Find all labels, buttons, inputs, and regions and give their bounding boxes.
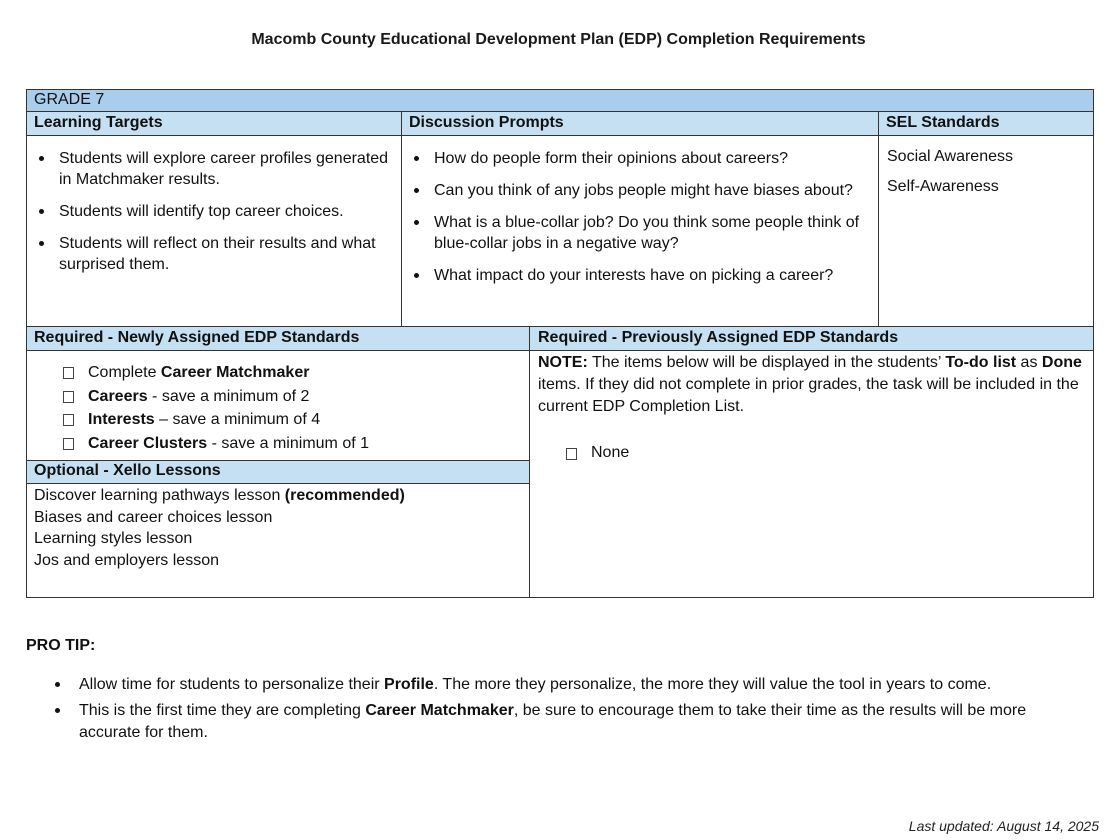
list-item — [410, 148, 870, 169]
bullet-icon — [414, 220, 419, 225]
learning-target-text: Students will reflect on their results and what surprised them. — [59, 235, 376, 273]
done-label: Done — [1041, 354, 1082, 371]
bullet-icon — [414, 188, 419, 193]
required-prev-cell — [530, 351, 1093, 598]
list-item — [410, 180, 870, 201]
discussion-prompts-list — [410, 148, 870, 286]
checkbox-icon — [63, 391, 74, 403]
tip-text: Allow time for students to personalize their — [79, 676, 385, 693]
lesson-item: Jos and employers lesson — [34, 552, 219, 570]
learning-target-text: Students will explore career profiles generated in Matchmaker results. — [59, 150, 389, 188]
list-item — [52, 674, 1082, 696]
bullet-icon — [39, 209, 44, 214]
required-new-header: Required - Newly Assigned EDP Standards — [27, 327, 530, 351]
item-text: - save a minimum of 1 — [207, 434, 369, 452]
discussion-prompt-text: What impact do your interests have on picking a career? — [434, 267, 834, 284]
list-item — [52, 700, 1082, 744]
checklist-item — [61, 361, 529, 385]
tip-text: , be sure to encourage them to take their time as the results will be more accurate for them. — [79, 702, 1027, 741]
item-bold-text: Careers — [88, 387, 148, 405]
sel-standards-cell — [879, 136, 1093, 327]
discussion-prompt-text: How do people form their opinions about careers? — [434, 150, 788, 167]
bullet-icon — [414, 156, 419, 161]
prev-note — [538, 352, 1085, 418]
bullet-icon — [414, 273, 419, 278]
discussion-prompt-text: Can you think of any jobs people might have biases about? — [434, 182, 853, 199]
learning-targets-list — [35, 148, 393, 275]
bullet-icon — [39, 241, 44, 246]
todo-list-label: To-do list — [945, 354, 1017, 371]
discussion-prompt-text: What is a blue-collar job? Do you think some people think of blue-collar jobs in a negative way? — [434, 214, 860, 252]
pro-tip-list — [52, 674, 1082, 748]
checklist-item — [61, 385, 529, 409]
last-updated: Last updated: August 14, 2025 — [908, 818, 1099, 834]
item-bold-text: Career Clusters — [88, 434, 208, 452]
item-text: - save a minimum of 2 — [147, 387, 310, 405]
pro-tip-label: PRO TIP: — [26, 637, 96, 654]
document-title: Macomb County Educational Development Plan (EDP) Completion Requirements — [251, 31, 866, 48]
checklist-item — [538, 442, 1085, 464]
discussion-prompts-cell — [402, 136, 879, 327]
checkbox-icon — [63, 414, 74, 426]
bullet-icon — [39, 156, 44, 161]
list-item — [35, 148, 393, 190]
item-text: – save a minimum of 4 — [154, 411, 321, 428]
checkbox-icon — [566, 448, 577, 460]
note-text: as — [1016, 354, 1042, 371]
lesson-item — [34, 485, 522, 507]
sel-standard-item: Self-Awareness — [887, 178, 999, 195]
required-prev-header: Required - Previously Assigned EDP Standards — [530, 327, 1093, 351]
note-label: NOTE: — [538, 354, 588, 371]
tip-bold-text: Profile — [384, 676, 434, 693]
optional-lessons-cell — [27, 484, 530, 598]
learning-targets-header: Learning Targets — [27, 112, 402, 136]
item-bold-text: Career Matchmaker — [160, 364, 310, 381]
list-item — [410, 265, 870, 286]
learning-targets-cell — [27, 136, 402, 327]
tip-text: . The more they personalize, the more they will value the tool in years to come. — [433, 676, 992, 693]
tip-bold-text: Career Matchmaker — [365, 702, 514, 719]
list-item — [35, 201, 393, 222]
learning-target-text: Students will identify top career choices. — [59, 203, 344, 220]
lesson-item: Biases and career choices lesson — [34, 508, 273, 526]
checkbox-icon — [63, 367, 74, 379]
item-text: Complete — [88, 364, 161, 381]
lesson-text: Discover learning pathways lesson — [34, 487, 285, 504]
bullet-icon — [55, 682, 60, 687]
sel-standards-header: SEL Standards — [879, 112, 1093, 136]
tip-text: This is the first time they are completing — [79, 702, 366, 719]
grade-label: GRADE 7 — [27, 90, 1093, 112]
recommended-label: (recommended) — [284, 487, 405, 504]
optional-lessons-header: Optional - Xello Lessons — [27, 461, 530, 484]
discussion-prompts-header: Discussion Prompts — [402, 112, 879, 136]
item-bold-text: Interests — [88, 411, 155, 428]
lesson-item: Learning styles lesson — [34, 530, 193, 548]
checklist-item — [61, 408, 529, 432]
sel-standard-item: Social Awareness — [887, 148, 1013, 165]
note-text: items. If they did not complete in prior grades, the task will be included in the current EDP Completion List. — [538, 376, 1079, 415]
checklist-item — [61, 432, 529, 456]
list-item — [410, 212, 870, 254]
item-text: None — [591, 444, 630, 461]
edp-requirements-table — [26, 89, 1094, 598]
required-new-cell — [27, 351, 530, 461]
note-text: The items below will be displayed in the students’ — [587, 354, 946, 371]
bullet-icon — [55, 708, 60, 713]
checkbox-icon — [63, 438, 74, 450]
list-item — [35, 233, 393, 275]
